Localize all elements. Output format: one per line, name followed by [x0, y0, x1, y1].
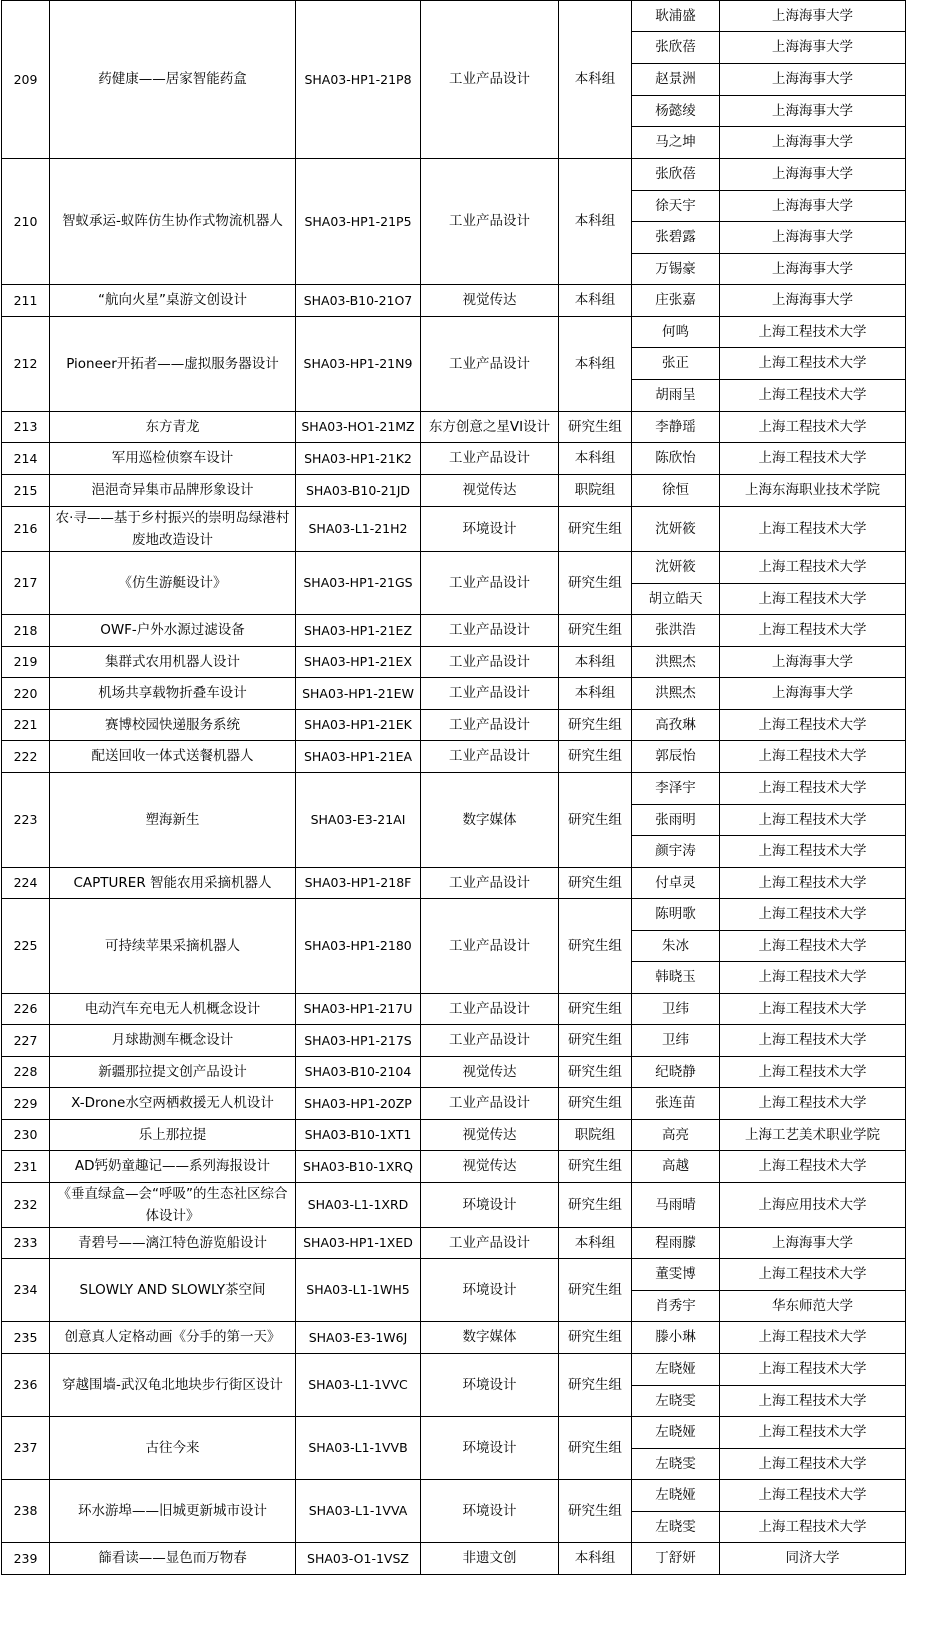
entry-title: 环水游埠——旧城更新城市设计 — [50, 1480, 296, 1543]
entry-group: 研究生组 — [559, 1480, 632, 1543]
entry-category: 环境设计 — [421, 1417, 559, 1480]
member-school: 上海工程技术大学 — [720, 584, 906, 615]
entry-number: 213 — [2, 412, 50, 443]
entry-group: 研究生组 — [559, 1259, 632, 1322]
member-school: 上海应用技术大学 — [720, 1183, 906, 1228]
entry-group: 本科组 — [559, 1543, 632, 1575]
entry-group: 研究生组 — [559, 552, 632, 615]
member-school: 上海海事大学 — [720, 1, 906, 32]
table-row — [2, 507, 906, 552]
entry-code: SHA03-L1-1VVB — [296, 1417, 421, 1480]
entry-code: SHA03-HP1-21P5 — [296, 159, 421, 285]
table-row — [2, 1, 906, 32]
member-school: 上海工程技术大学 — [720, 1151, 906, 1183]
member-school: 上海工程技术大学 — [720, 962, 906, 994]
entry-code: SHA03-HP1-21EZ — [296, 615, 421, 647]
entry-group: 研究生组 — [559, 507, 632, 552]
member-school: 上海海事大学 — [720, 191, 906, 222]
entry-code: SHA03-L1-1VVC — [296, 1354, 421, 1417]
entry-group: 研究生组 — [559, 773, 632, 868]
entry-group: 研究生组 — [559, 1183, 632, 1228]
entry-title: 可持续苹果采摘机器人 — [50, 899, 296, 994]
entry-category: 工业产品设计 — [421, 443, 559, 475]
entry-number: 210 — [2, 159, 50, 285]
entry-number: 216 — [2, 507, 50, 552]
member-name: 洪熙杰 — [632, 678, 720, 710]
entry-number: 239 — [2, 1543, 50, 1575]
entry-number: 220 — [2, 678, 50, 710]
entry-code: SHA03-B10-1XRQ — [296, 1151, 421, 1183]
member-name: 高越 — [632, 1151, 720, 1183]
table-row — [2, 412, 906, 443]
member-name: 左晓雯 — [632, 1386, 720, 1417]
member-name: 徐恒 — [632, 475, 720, 507]
entry-group: 研究生组 — [559, 615, 632, 647]
member-school: 上海工程技术大学 — [720, 1088, 906, 1120]
awards-table — [1, 0, 906, 1575]
entry-category: 视觉传达 — [421, 1120, 559, 1151]
entry-title: Pioneer开拓者——虚拟服务器设计 — [50, 317, 296, 412]
entry-title: 农·寻——基于乡村振兴的崇明岛绿港村废地改造设计 — [50, 507, 296, 552]
member-school: 上海海事大学 — [720, 678, 906, 710]
table-row — [2, 868, 906, 899]
table-row — [2, 678, 906, 710]
member-school: 上海海事大学 — [720, 32, 906, 64]
member-name: 付卓灵 — [632, 868, 720, 899]
entry-group: 研究生组 — [559, 899, 632, 994]
member-name: 郭辰怡 — [632, 741, 720, 773]
entry-category: 东方创意之星VI设计 — [421, 412, 559, 443]
entry-category: 数字媒体 — [421, 1322, 559, 1354]
member-school: 上海工程技术大学 — [720, 741, 906, 773]
member-school: 上海东海职业技术学院 — [720, 475, 906, 507]
table-row — [2, 647, 906, 678]
entry-group: 研究生组 — [559, 1354, 632, 1417]
entry-number: 212 — [2, 317, 50, 412]
member-school: 上海海事大学 — [720, 222, 906, 254]
entry-category: 工业产品设计 — [421, 1228, 559, 1259]
entry-group: 研究生组 — [559, 1151, 632, 1183]
entry-title: 机场共享载物折叠车设计 — [50, 678, 296, 710]
entry-title: 青碧号——漓江特色游览船设计 — [50, 1228, 296, 1259]
table-row — [2, 741, 906, 773]
member-name: 韩晓玉 — [632, 962, 720, 994]
table-row — [2, 1259, 906, 1291]
member-school: 上海工程技术大学 — [720, 836, 906, 868]
member-school: 上海工程技术大学 — [720, 552, 906, 584]
table-row — [2, 615, 906, 647]
member-name: 张连苗 — [632, 1088, 720, 1120]
entry-category: 数字媒体 — [421, 773, 559, 868]
entry-group: 研究生组 — [559, 994, 632, 1025]
entry-title: AD钙奶童趣记——系列海报设计 — [50, 1151, 296, 1183]
member-school: 上海海事大学 — [720, 127, 906, 159]
entry-category: 工业产品设计 — [421, 899, 559, 994]
member-school: 上海工程技术大学 — [720, 380, 906, 412]
member-school: 上海工程技术大学 — [720, 1417, 906, 1449]
table-row — [2, 899, 906, 931]
member-name: 丁舒妍 — [632, 1543, 720, 1575]
entry-title: 塑海新生 — [50, 773, 296, 868]
entry-category: 工业产品设计 — [421, 710, 559, 741]
entry-number: 223 — [2, 773, 50, 868]
entry-number: 236 — [2, 1354, 50, 1417]
member-name: 杨懿绫 — [632, 96, 720, 127]
entry-code: SHA03-B10-21JD — [296, 475, 421, 507]
entry-code: SHA03-B10-21O7 — [296, 285, 421, 317]
entry-number: 226 — [2, 994, 50, 1025]
member-name: 胡立皓天 — [632, 584, 720, 615]
table-row — [2, 552, 906, 584]
entry-title: X-Drone水空两栖救援无人机设计 — [50, 1088, 296, 1120]
member-name: 卫纬 — [632, 994, 720, 1025]
entry-number: 229 — [2, 1088, 50, 1120]
member-name: 张碧露 — [632, 222, 720, 254]
table-row — [2, 285, 906, 317]
entry-code: SHA03-HP1-20ZP — [296, 1088, 421, 1120]
entry-title: 军用巡检侦察车设计 — [50, 443, 296, 475]
member-school: 上海工程技术大学 — [720, 615, 906, 647]
member-name: 张正 — [632, 348, 720, 380]
entry-code: SHA03-HO1-21MZ — [296, 412, 421, 443]
entry-title: 浥浥奇异集市品牌形象设计 — [50, 475, 296, 507]
member-school: 上海工程技术大学 — [720, 899, 906, 931]
entry-category: 视觉传达 — [421, 285, 559, 317]
member-school: 上海工程技术大学 — [720, 1480, 906, 1512]
entry-code: SHA03-E3-1W6J — [296, 1322, 421, 1354]
entry-title: 《垂直绿盒—会“呼吸”的生态社区综合体设计》 — [50, 1183, 296, 1228]
member-school: 上海海事大学 — [720, 254, 906, 285]
entry-group: 本科组 — [559, 443, 632, 475]
entry-number: 225 — [2, 899, 50, 994]
entry-category: 环境设计 — [421, 1183, 559, 1228]
entry-group: 本科组 — [559, 1, 632, 159]
member-name: 庄张嘉 — [632, 285, 720, 317]
entry-group: 研究生组 — [559, 741, 632, 773]
entry-number: 214 — [2, 443, 50, 475]
entry-title: 《仿生游艇设计》 — [50, 552, 296, 615]
entry-title: 乐上那拉提 — [50, 1120, 296, 1151]
member-name: 沈妍筱 — [632, 507, 720, 552]
entry-group: 研究生组 — [559, 710, 632, 741]
entry-number: 234 — [2, 1259, 50, 1322]
entry-number: 238 — [2, 1480, 50, 1543]
entry-number: 232 — [2, 1183, 50, 1228]
member-name: 张洪浩 — [632, 615, 720, 647]
entry-code: SHA03-B10-2104 — [296, 1057, 421, 1088]
member-school: 上海工程技术大学 — [720, 1259, 906, 1291]
entry-category: 工业产品设计 — [421, 994, 559, 1025]
member-name: 马雨晴 — [632, 1183, 720, 1228]
entry-number: 235 — [2, 1322, 50, 1354]
entry-category: 工业产品设计 — [421, 678, 559, 710]
entry-code: SHA03-HP1-217U — [296, 994, 421, 1025]
entry-code: SHA03-HP1-21N9 — [296, 317, 421, 412]
entry-title: 穿越围墙-武汉龟北地块步行街区设计 — [50, 1354, 296, 1417]
member-school: 上海海事大学 — [720, 647, 906, 678]
entry-category: 环境设计 — [421, 507, 559, 552]
entry-group: 本科组 — [559, 678, 632, 710]
member-school: 上海海事大学 — [720, 159, 906, 191]
entry-code: SHA03-HP1-218F — [296, 868, 421, 899]
entry-group: 本科组 — [559, 647, 632, 678]
member-school: 上海工程技术大学 — [720, 1512, 906, 1543]
member-school: 上海工程技术大学 — [720, 710, 906, 741]
member-name: 董雯博 — [632, 1259, 720, 1291]
member-school: 上海工程技术大学 — [720, 1322, 906, 1354]
entry-category: 工业产品设计 — [421, 317, 559, 412]
member-name: 陈欣怡 — [632, 443, 720, 475]
entry-number: 230 — [2, 1120, 50, 1151]
member-name: 沈妍筱 — [632, 552, 720, 584]
member-name: 徐天宇 — [632, 191, 720, 222]
entry-number: 217 — [2, 552, 50, 615]
table-body — [2, 1, 906, 1575]
member-name: 马之坤 — [632, 127, 720, 159]
table-row — [2, 317, 906, 348]
entry-group: 研究生组 — [559, 1057, 632, 1088]
member-name: 肖秀宇 — [632, 1291, 720, 1322]
entry-number: 215 — [2, 475, 50, 507]
entry-code: SHA03-E3-21AI — [296, 773, 421, 868]
table-row — [2, 1057, 906, 1088]
entry-category: 工业产品设计 — [421, 1, 559, 159]
entry-category: 视觉传达 — [421, 475, 559, 507]
entry-group: 本科组 — [559, 159, 632, 285]
member-name: 何鸣 — [632, 317, 720, 348]
entry-code: SHA03-HP1-21GS — [296, 552, 421, 615]
table-row — [2, 443, 906, 475]
member-name: 李泽宇 — [632, 773, 720, 805]
entry-number: 228 — [2, 1057, 50, 1088]
entry-title: “航向火星”桌游文创设计 — [50, 285, 296, 317]
member-school: 上海工程技术大学 — [720, 507, 906, 552]
entry-title: 赛博校园快递服务系统 — [50, 710, 296, 741]
entry-group: 本科组 — [559, 1228, 632, 1259]
entry-title: SLOWLY AND SLOWLY茶空间 — [50, 1259, 296, 1322]
table-row — [2, 1417, 906, 1449]
member-name: 颜宇涛 — [632, 836, 720, 868]
member-school: 华东师范大学 — [720, 1291, 906, 1322]
member-name: 高亮 — [632, 1120, 720, 1151]
entry-number: 231 — [2, 1151, 50, 1183]
member-school: 上海海事大学 — [720, 285, 906, 317]
entry-code: SHA03-HP1-21P8 — [296, 1, 421, 159]
member-name: 滕小琳 — [632, 1322, 720, 1354]
entry-group: 研究生组 — [559, 1088, 632, 1120]
member-school: 上海工程技术大学 — [720, 412, 906, 443]
entry-group: 职院组 — [559, 475, 632, 507]
table-row — [2, 1183, 906, 1228]
member-school: 上海海事大学 — [720, 1228, 906, 1259]
member-school: 上海工艺美术职业学院 — [720, 1120, 906, 1151]
member-name: 左晓娅 — [632, 1354, 720, 1386]
entry-category: 工业产品设计 — [421, 615, 559, 647]
entry-title: 篩看读——显色而万物春 — [50, 1543, 296, 1575]
member-name: 左晓娅 — [632, 1480, 720, 1512]
entry-title: 东方青龙 — [50, 412, 296, 443]
entry-code: SHA03-HP1-2180 — [296, 899, 421, 994]
entry-code: SHA03-HP1-21EW — [296, 678, 421, 710]
entry-number: 233 — [2, 1228, 50, 1259]
entry-category: 环境设计 — [421, 1259, 559, 1322]
entry-category: 视觉传达 — [421, 1151, 559, 1183]
member-name: 张欣蓓 — [632, 32, 720, 64]
entry-group: 本科组 — [559, 285, 632, 317]
table-row — [2, 1120, 906, 1151]
entry-code: SHA03-HP1-217S — [296, 1025, 421, 1057]
member-school: 上海海事大学 — [720, 64, 906, 96]
entry-category: 工业产品设计 — [421, 868, 559, 899]
table-row — [2, 159, 906, 191]
entry-category: 工业产品设计 — [421, 647, 559, 678]
entry-title: CAPTURER 智能农用采摘机器人 — [50, 868, 296, 899]
entry-group: 研究生组 — [559, 1417, 632, 1480]
entry-number: 222 — [2, 741, 50, 773]
table-row — [2, 1354, 906, 1386]
member-school: 上海工程技术大学 — [720, 1449, 906, 1480]
member-school: 上海工程技术大学 — [720, 994, 906, 1025]
table-row — [2, 475, 906, 507]
member-name: 程雨朦 — [632, 1228, 720, 1259]
entry-title: 配送回收一体式送餐机器人 — [50, 741, 296, 773]
entry-code: SHA03-L1-1XRD — [296, 1183, 421, 1228]
entry-category: 视觉传达 — [421, 1057, 559, 1088]
member-school: 同济大学 — [720, 1543, 906, 1575]
member-school: 上海工程技术大学 — [720, 773, 906, 805]
table-row — [2, 1228, 906, 1259]
member-name: 赵景洲 — [632, 64, 720, 96]
member-name: 左晓雯 — [632, 1512, 720, 1543]
entry-code: SHA03-HP1-21EA — [296, 741, 421, 773]
table-row — [2, 1151, 906, 1183]
member-name: 洪熙杰 — [632, 647, 720, 678]
table-row — [2, 994, 906, 1025]
entry-title: 集群式农用机器人设计 — [50, 647, 296, 678]
member-name: 陈明歌 — [632, 899, 720, 931]
member-school: 上海工程技术大学 — [720, 443, 906, 475]
entry-title: 新疆那拉提文创产品设计 — [50, 1057, 296, 1088]
entry-number: 237 — [2, 1417, 50, 1480]
entry-category: 非遗文创 — [421, 1543, 559, 1575]
member-school: 上海工程技术大学 — [720, 1057, 906, 1088]
member-name: 朱冰 — [632, 931, 720, 962]
entry-number: 227 — [2, 1025, 50, 1057]
entry-group: 职院组 — [559, 1120, 632, 1151]
entry-code: SHA03-L1-1WH5 — [296, 1259, 421, 1322]
entry-title: 创意真人定格动画《分手的第一天》 — [50, 1322, 296, 1354]
member-school: 上海工程技术大学 — [720, 868, 906, 899]
entry-number: 211 — [2, 285, 50, 317]
entry-group: 研究生组 — [559, 1322, 632, 1354]
table-row — [2, 1025, 906, 1057]
member-name: 左晓雯 — [632, 1449, 720, 1480]
entry-title: 月球勘测车概念设计 — [50, 1025, 296, 1057]
entry-code: SHA03-HP1-21K2 — [296, 443, 421, 475]
entry-title: 古往今来 — [50, 1417, 296, 1480]
entry-title: 智蚁承运-蚁阵仿生协作式物流机器人 — [50, 159, 296, 285]
entry-code: SHA03-L1-1VVA — [296, 1480, 421, 1543]
member-name: 张雨明 — [632, 805, 720, 836]
member-school: 上海海事大学 — [720, 96, 906, 127]
member-name: 胡雨呈 — [632, 380, 720, 412]
member-name: 万锡豪 — [632, 254, 720, 285]
member-name: 高孜琳 — [632, 710, 720, 741]
table-row — [2, 1088, 906, 1120]
entry-category: 工业产品设计 — [421, 552, 559, 615]
member-school: 上海工程技术大学 — [720, 1025, 906, 1057]
entry-category: 工业产品设计 — [421, 1025, 559, 1057]
entry-number: 221 — [2, 710, 50, 741]
entry-code: SHA03-HP1-1XED — [296, 1228, 421, 1259]
entry-group: 研究生组 — [559, 868, 632, 899]
member-school: 上海工程技术大学 — [720, 931, 906, 962]
entry-category: 工业产品设计 — [421, 159, 559, 285]
table-row — [2, 1543, 906, 1575]
entry-number: 224 — [2, 868, 50, 899]
member-school: 上海工程技术大学 — [720, 348, 906, 380]
entry-number: 219 — [2, 647, 50, 678]
member-school: 上海工程技术大学 — [720, 1354, 906, 1386]
table-row — [2, 710, 906, 741]
table-row — [2, 1322, 906, 1354]
table-row — [2, 773, 906, 805]
entry-title: OWF-户外水源过滤设备 — [50, 615, 296, 647]
entry-code: SHA03-HP1-21EX — [296, 647, 421, 678]
member-name: 张欣蓓 — [632, 159, 720, 191]
entry-title: 电动汽车充电无人机概念设计 — [50, 994, 296, 1025]
member-school: 上海工程技术大学 — [720, 1386, 906, 1417]
entry-category: 工业产品设计 — [421, 1088, 559, 1120]
member-school: 上海工程技术大学 — [720, 317, 906, 348]
member-name: 李静瑶 — [632, 412, 720, 443]
entry-category: 环境设计 — [421, 1354, 559, 1417]
entry-number: 209 — [2, 1, 50, 159]
member-name: 卫纬 — [632, 1025, 720, 1057]
entry-category: 环境设计 — [421, 1480, 559, 1543]
member-name: 纪晓静 — [632, 1057, 720, 1088]
member-name: 左晓娅 — [632, 1417, 720, 1449]
entry-group: 本科组 — [559, 317, 632, 412]
entry-code: SHA03-L1-21H2 — [296, 507, 421, 552]
entry-title: 药健康——居家智能药盒 — [50, 1, 296, 159]
entry-category: 工业产品设计 — [421, 741, 559, 773]
entry-group: 研究生组 — [559, 1025, 632, 1057]
member-school: 上海工程技术大学 — [720, 805, 906, 836]
entry-code: SHA03-B10-1XT1 — [296, 1120, 421, 1151]
member-name: 耿浦盛 — [632, 1, 720, 32]
entry-code: SHA03-HP1-21EK — [296, 710, 421, 741]
entry-code: SHA03-O1-1VSZ — [296, 1543, 421, 1575]
entry-group: 研究生组 — [559, 412, 632, 443]
table-row — [2, 1480, 906, 1512]
entry-number: 218 — [2, 615, 50, 647]
